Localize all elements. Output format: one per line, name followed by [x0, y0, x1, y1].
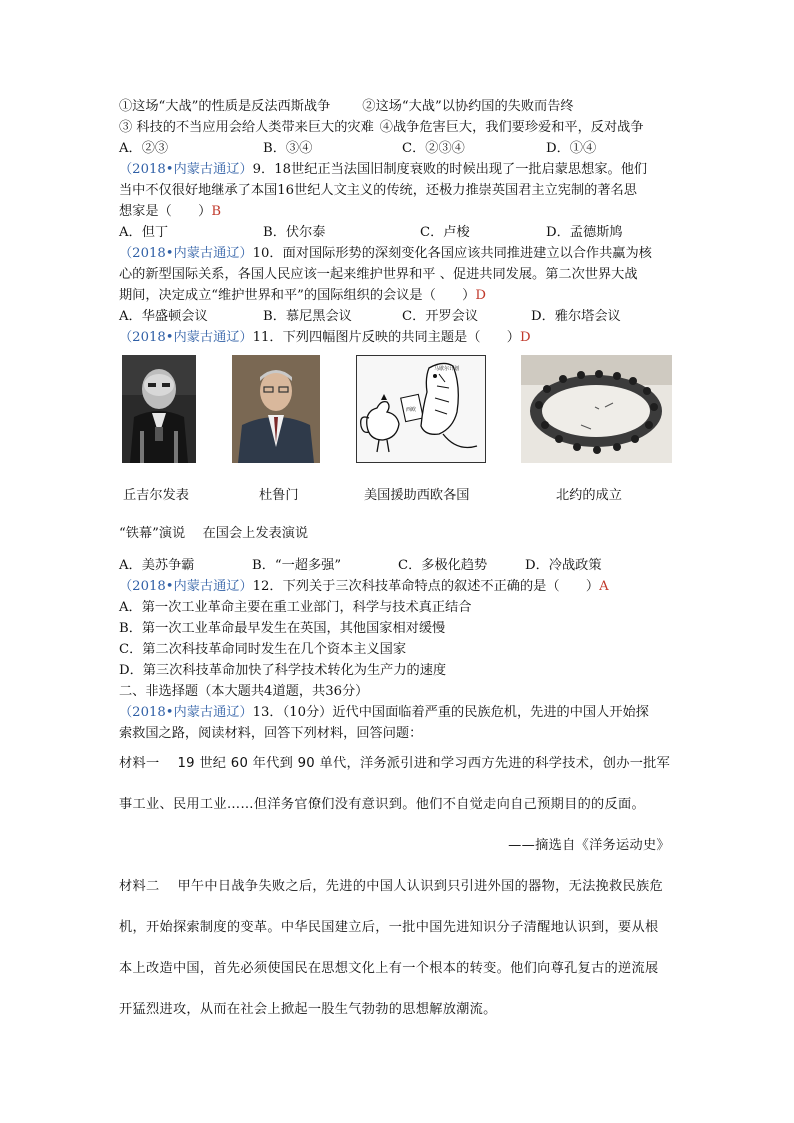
nato-founding-photo	[521, 355, 672, 463]
q11-answer: D	[520, 330, 531, 345]
caption-cartoon: 美国援助西欧各国	[364, 488, 470, 503]
caption-churchill: 丘吉尔发表	[123, 488, 189, 503]
q11-option-d: D．冷战政策	[525, 558, 602, 573]
q11-source: （2018•内蒙古通辽）	[119, 330, 253, 345]
q10-answer: D	[475, 288, 486, 303]
q9-option-b: B．伏尔泰	[263, 225, 326, 240]
q12-source: （2018•内蒙古通辽）	[119, 579, 253, 594]
churchill-photo	[122, 355, 196, 463]
marshall-plan-cartoon	[356, 355, 486, 463]
cartoon-label-europe: 西欧	[406, 407, 417, 413]
q10-stem-line-2: 心的新型国际关系，各国人民应该一起来维护世界和平 、促进共同发展。第二次世界大战	[119, 267, 638, 282]
q8-statement-row-1	[119, 98, 574, 115]
material-1-source: ——摘选自《洋务运动史》	[508, 838, 670, 853]
material-2-line-4: 开猛烈进攻，从而在社会上掀起一股生气勃勃的思想解放潮流。	[119, 1002, 497, 1017]
q9-answer: B	[211, 204, 222, 219]
q11-option-c: C．多极化趋势	[398, 558, 488, 573]
material-1-line-1: 材料一 19 世纪 60 年代到 90 单代，洋务派引进和学习西方先进的科学技术，创办一批军	[119, 756, 671, 771]
q9-option-d: D．孟德斯鸠	[546, 225, 623, 240]
cartoon-label-marshall: 马歇尔计划	[434, 366, 460, 372]
q8-statement-2: ②这场“大战”以协约国的失败而告终	[362, 99, 574, 114]
q11-option-b: B．“一超多强”	[252, 558, 342, 573]
truman-photo	[232, 355, 320, 463]
q10-stem-line-1: （2018•内蒙古通辽）10．面对国际形势的深刻变化各国应该共同推进建立以合作共赢为核	[119, 246, 652, 261]
q8-option-a: A．②③	[119, 141, 169, 156]
q9-source: （2018•内蒙古通辽）	[119, 162, 253, 177]
q10-option-a: A．华盛顿会议	[119, 309, 208, 324]
q9-stem-line-3: 想家是（ ）B	[119, 204, 222, 219]
q9-option-c: C．卢梭	[420, 225, 470, 240]
material-1-line-2: 事工业、民用工业……但洋务官僚们没有意识到。他们不自觉走向自己预期目的的反面。	[119, 797, 646, 812]
q9-stem-line-2: 当中不仅很好地继承了本国16世纪人文主义的传统，还极力推崇英国君主立宪制的著名思	[119, 183, 637, 198]
q8-statement-row-2	[119, 119, 644, 136]
q8-statement-4: ④战争危害巨大，我们要珍爱和平，反对战争	[379, 120, 644, 135]
material-2-line-1: 材料二 甲午中日战争失败之后，先进的中国人认识到只引进外国的器物，无法挽救民族危	[119, 879, 663, 894]
q10-option-c: C．开罗会议	[402, 309, 479, 324]
q9-option-a: A．但丁	[119, 225, 169, 240]
q8-statement-1: ①这场“大战”的性质是反法西斯战争	[119, 99, 331, 114]
q12-option-a: A．第一次工业革命主要在重工业部门，科学与技术真正结合	[119, 600, 472, 615]
q10-stem-line-3: 期间，决定成立“维护世界和平”的国际组织的会议是（ ）D	[119, 288, 486, 303]
q12-stem: （2018•内蒙古通辽）12．下列关于三次科技革命特点的叙述不正确的是（ ）A	[119, 579, 609, 594]
q12-option-c: C．第二次科技革命同时发生在几个资本主义国家	[119, 642, 407, 657]
caption-continuation: “铁幕”演说 在国会上发表演说	[119, 526, 309, 541]
material-2-line-3: 本上改造中国，首先必须使国民在思想文化上有一个根本的转变。他们向尊孔复古的逆流展	[119, 961, 659, 976]
q13-source: （2018•内蒙古通辽）	[119, 705, 253, 720]
q8-option-d: D．①④	[546, 141, 597, 156]
q9-stem-line-1: （2018•内蒙古通辽）9．18世纪正当法国旧制度衰败的时候出现了一批启蒙思想家。他们	[119, 162, 648, 177]
q8-option-b: B．③④	[263, 141, 313, 156]
q12-answer: A	[599, 579, 609, 594]
q10-option-d: D．雅尔塔会议	[531, 309, 621, 324]
q13-stem-line-1: （2018•内蒙古通辽）13．（10分）近代中国面临着严重的民族危机，先进的中国人开始探	[119, 705, 649, 720]
q11-stem: （2018•内蒙古通辽）11．下列四幅图片反映的共同主题是（ ）D	[119, 330, 531, 345]
q12-option-d: D．第三次科技革命加快了科学技术转化为生产力的速度	[119, 663, 447, 678]
q8-option-c: C．②③④	[402, 141, 465, 156]
q11-option-a: A．美苏争霸	[119, 558, 195, 573]
q10-option-b: B．慕尼黑会议	[263, 309, 352, 324]
q13-stem-line-2: 索救国之路，阅读材料，回答下列材料，回答问题：	[119, 726, 423, 741]
q10-source: （2018•内蒙古通辽）	[119, 246, 253, 261]
q8-statement-3: ③ 科技的不当应用会给人类带来巨大的灾难	[119, 120, 374, 135]
section-heading: 二、非选择题（本大题共4道题，共36分）	[119, 684, 369, 699]
material-2-line-2: 机，开始探索制度的变革。中华民国建立后，一批中国先进知识分子清醒地认识到，要从根	[119, 920, 659, 935]
caption-truman: 杜鲁门	[259, 488, 299, 503]
q12-option-b: B．第一次工业革命最早发生在英国，其他国家相对缓慢	[119, 621, 446, 636]
caption-nato: 北约的成立	[556, 488, 622, 503]
